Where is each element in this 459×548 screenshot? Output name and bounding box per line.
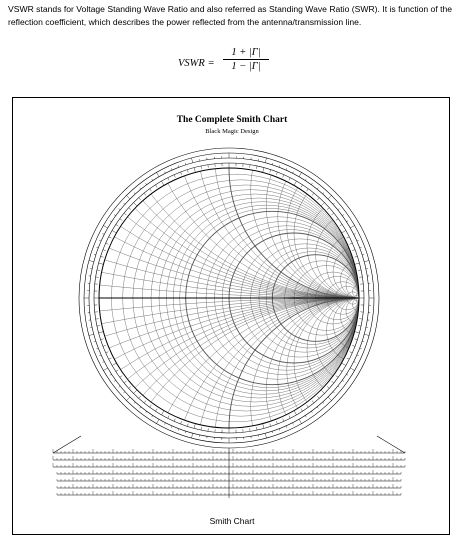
scale-tick: [321, 390, 325, 394]
scale-tick: [279, 165, 280, 167]
scale-tick: [96, 247, 98, 248]
scale-tick: [294, 411, 297, 415]
scale-tick: [340, 224, 343, 226]
scale-tick: [289, 178, 290, 181]
scale-tick: [299, 419, 302, 423]
scale-tick: [181, 172, 182, 175]
scale-tick: [317, 188, 318, 190]
scale-tick: [272, 431, 273, 433]
scale-tick: [109, 237, 112, 238]
scale-tick: [323, 402, 324, 403]
scale-tick: [181, 421, 182, 424]
scale-tick: [276, 172, 277, 175]
scale-tick: [342, 363, 346, 366]
scale-tick: [346, 374, 348, 375]
scale-tick: [350, 352, 353, 353]
scale-tick: [119, 386, 121, 387]
scale-tick: [171, 168, 172, 170]
scale-tick: [146, 183, 147, 185]
scale-tick: [286, 168, 287, 170]
scale-tick: [89, 334, 94, 335]
scale-tick: [338, 386, 340, 387]
scale-tick: [103, 226, 107, 229]
scale-tick: [194, 424, 195, 429]
scale-tick: [103, 250, 106, 251]
scale-tick: [256, 427, 257, 430]
scale-tick: [129, 208, 131, 210]
scale-tick: [124, 381, 126, 383]
scale-tick: [112, 231, 116, 234]
scale-tick: [150, 405, 152, 407]
scale-tick: [129, 386, 131, 388]
scale-tick: [106, 352, 109, 353]
scale-tick: [123, 203, 124, 204]
scale-tick: [272, 163, 273, 165]
scale-tick: [293, 423, 294, 425]
scale-tick: [152, 179, 153, 181]
scale-tick: [191, 433, 192, 438]
scale-tick: [350, 243, 353, 244]
scale-tick: [317, 407, 318, 409]
scale-tick: [360, 348, 362, 349]
scale-tick: [305, 415, 306, 417]
scale-tick: [327, 386, 329, 388]
scale-tick: [144, 193, 146, 195]
scale-tick: [146, 411, 147, 413]
scale-tick: [150, 189, 152, 191]
scale-tick: [352, 345, 355, 346]
scale-tick: [299, 172, 302, 176]
scale-tick: [103, 345, 106, 346]
scale-tick: [358, 325, 361, 326]
scale-connector: [377, 436, 405, 453]
scale-tick: [350, 368, 354, 371]
intro-paragraph: VSWR stands for Voltage Standing Wave Ratio and also referred as Standing Wave Ratio (SWR). It is function of the reflection coefficient, which describes the power reflected from the antenna/transmission line.: [8, 4, 453, 27]
scale-tick: [106, 243, 109, 244]
scale-tick: [178, 429, 179, 431]
scale-tick: [102, 234, 104, 235]
scale-tick: [99, 355, 101, 356]
scale-tick: [94, 341, 96, 342]
scale-tick: [312, 193, 314, 195]
scale-tick: [328, 397, 332, 401]
scale-tick: [99, 263, 104, 264]
scale-tick: [97, 325, 100, 326]
scale-tick: [168, 416, 169, 419]
scale-tick: [332, 381, 334, 383]
scale-tick: [99, 240, 101, 241]
scale-tick: [270, 170, 271, 173]
scale-tick: [94, 254, 96, 255]
scale-tick: [101, 256, 104, 257]
scale-tick: [110, 374, 112, 375]
scale-tick: [171, 426, 172, 428]
scale-tick: [305, 179, 306, 181]
scale-tick: [157, 419, 160, 423]
chart-title: The Complete Smith Chart: [176, 115, 288, 125]
scale-tick: [165, 171, 166, 173]
scale-tick: [342, 231, 346, 234]
scale-tick: [194, 168, 195, 173]
scale-tick: [358, 270, 361, 271]
scale-tick: [355, 339, 358, 340]
scale-tick: [362, 254, 364, 255]
scale-tick: [174, 419, 175, 422]
scale-tick: [347, 237, 350, 238]
scale-tick: [270, 424, 271, 427]
scale-tick: [174, 175, 175, 178]
scale-tick: [346, 221, 348, 222]
scale-tick: [355, 263, 360, 264]
scale-tick: [312, 401, 314, 403]
scale-tick: [321, 203, 325, 207]
scale-tick: [340, 370, 343, 372]
scale-tick: [134, 390, 138, 394]
scale-tick: [265, 158, 266, 163]
scale-tick: [155, 409, 157, 412]
scale-tick: [114, 380, 116, 381]
formula-fraction: [223, 47, 269, 72]
scale-tick: [112, 363, 116, 366]
scale-tick: [144, 401, 146, 403]
scale-tick: [342, 380, 344, 381]
scale-tick: [99, 332, 104, 333]
scale-tick: [178, 165, 179, 167]
scale-tick: [311, 411, 312, 413]
scale-tick: [263, 424, 264, 429]
scale-tick: [354, 362, 356, 363]
scale-tick: [301, 185, 303, 188]
scale-tick: [307, 405, 309, 407]
scale-tick: [279, 429, 280, 431]
scale-tick: [276, 421, 277, 424]
scale-tick: [364, 334, 369, 335]
scale-tick: [336, 376, 338, 378]
scale-tick: [187, 424, 188, 427]
formula-lhs: VSWR =: [178, 58, 215, 69]
scale-tick: [357, 240, 359, 241]
scale-tick: [165, 423, 166, 425]
scale-tick: [283, 419, 284, 422]
scale-tick: [89, 260, 94, 261]
scale-tick: [96, 348, 98, 349]
smith-chart-graphic: [13, 98, 451, 536]
scale-tick: [157, 172, 160, 176]
scale-tick: [101, 339, 104, 340]
scale-tick: [336, 219, 338, 221]
scale-tick: [191, 158, 192, 163]
scale-tick: [294, 181, 297, 185]
scale-tick: [327, 208, 329, 210]
scale-tick: [347, 358, 350, 359]
scale-tick: [116, 224, 119, 226]
smith-grid: [13, 98, 451, 536]
scale-tick: [286, 426, 287, 428]
scale-tick: [355, 256, 358, 257]
scale-tick: [134, 402, 135, 403]
scale-tick: [360, 247, 362, 248]
scale-tick: [140, 407, 141, 409]
scale-tick: [162, 181, 165, 185]
scale-tick: [139, 396, 141, 398]
scale-tick: [185, 431, 186, 433]
scale-tick: [97, 270, 100, 271]
scale-tick: [323, 192, 324, 193]
scale-tick: [134, 192, 135, 193]
scale-tick: [333, 392, 334, 393]
scale-tick: [357, 355, 359, 356]
scale-tick: [126, 195, 130, 199]
scale-tick: [109, 358, 112, 359]
scale-tick: [124, 213, 126, 215]
scale-tick: [317, 198, 319, 200]
scale-tick: [119, 209, 121, 210]
scale-tick: [332, 213, 334, 215]
scale-tick: [263, 168, 264, 173]
scale-tick: [155, 185, 157, 188]
scale-tick: [201, 427, 202, 430]
scale-connector: [53, 436, 81, 453]
scale-tick: [123, 392, 124, 393]
smith-chart-figure: [12, 97, 450, 535]
scale-tick: [162, 411, 165, 415]
scale-tick: [265, 433, 266, 438]
scale-tick: [102, 362, 104, 363]
scale-tick: [201, 166, 202, 169]
formula-numerator: 1 + |Γ|: [223, 47, 269, 60]
scale-tick: [120, 376, 122, 378]
scale-tick: [140, 188, 141, 190]
scale-tick: [311, 183, 312, 185]
scale-tick: [187, 170, 188, 173]
scale-tick: [139, 198, 141, 200]
scale-tick: [350, 226, 354, 229]
figure-caption: Smith Chart: [209, 516, 255, 526]
scale-tick: [289, 416, 290, 419]
scale-tick: [328, 195, 332, 199]
scale-tick: [103, 368, 107, 371]
scale-tick: [307, 189, 309, 191]
chart-subtitle: Black Magic Design: [205, 128, 259, 135]
scale-tick: [134, 203, 138, 207]
scale-tick: [116, 370, 119, 372]
scale-tick: [168, 178, 169, 181]
scale-tick: [355, 332, 360, 333]
scale-tick: [120, 219, 122, 221]
scale-tick: [364, 260, 369, 261]
scale-tick: [283, 175, 284, 178]
scale-tick: [362, 341, 364, 342]
scale-tick: [114, 215, 116, 216]
scale-tick: [352, 250, 355, 251]
scale-tick: [152, 415, 153, 417]
scale-tick: [333, 203, 334, 204]
scale-tick: [301, 409, 303, 412]
scale-tick: [317, 396, 319, 398]
scale-tick: [126, 397, 130, 401]
scale-tick: [185, 163, 186, 165]
scale-tick: [342, 215, 344, 216]
scale-tick: [110, 221, 112, 222]
scale-tick: [256, 166, 257, 169]
formula-denominator: 1 − |Γ|: [231, 61, 261, 72]
scale-tick: [293, 171, 294, 173]
scale-tick: [338, 209, 340, 210]
scale-tick: [354, 234, 356, 235]
